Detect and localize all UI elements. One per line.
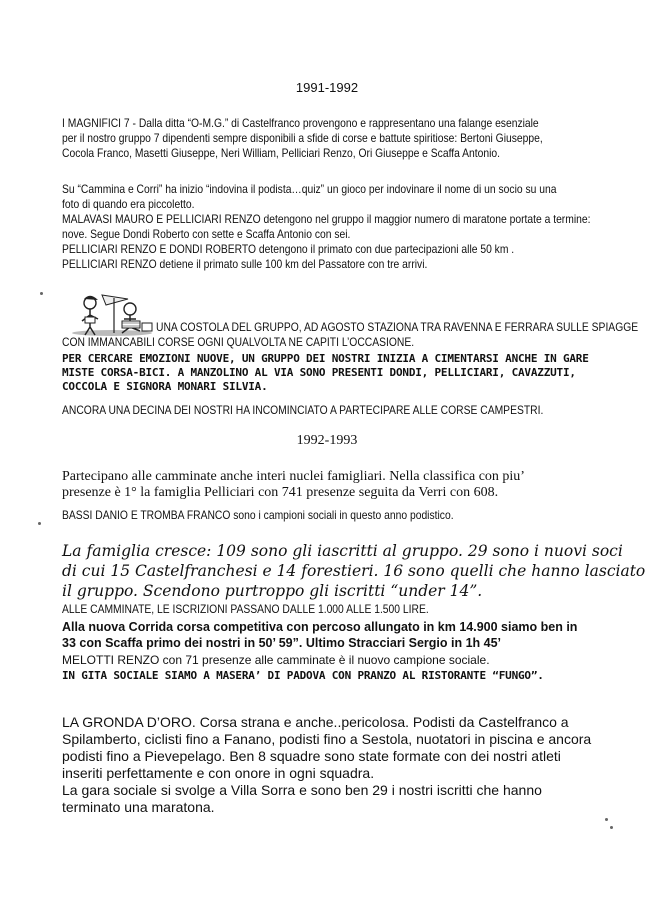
paragraph-magnifici	[62, 116, 642, 161]
text-line: MELOTTI RENZO con 71 presenze alle camminate è il nuovo campione sociale.	[62, 653, 490, 667]
text-line: MISTE CORSA-BICI. A MANZOLINO AL VIA SONO PRESENTI DONDI, PELLICIARI, CAVAZZUTI,	[62, 366, 576, 379]
text-line: PER CERCARE EMOZIONI NUOVE, UN GRUPPO DEI NOSTRI INIZIA A CIMENTARSI ANCHE IN GARE	[62, 352, 589, 365]
paragraph-famiglie	[62, 469, 642, 501]
text-line: La gara sociale si svolge a Villa Sorra e sono ben 29 i nostri iscritti che hanno	[62, 782, 542, 798]
text-line: Alla nuova Corrida corsa competitiva con percoso allungato in km 14.900 siamo ben in	[62, 620, 578, 634]
paragraph-cresce	[62, 541, 646, 601]
paragraph-gita	[62, 669, 642, 683]
paragraph-quiz	[62, 182, 642, 272]
text-line: terminato una maratona.	[62, 799, 215, 815]
text-line: nove. Segue Dondi Roberto con sette e Scaffa Antonio con sei.	[62, 227, 351, 241]
text-line: BASSI DANIO E TROMBA FRANCO sono i campioni sociali in questo anno podistico.	[62, 508, 454, 522]
text-line: Spilamberto, ciclisti fino a Fanano, podisti fino a Sestola, nuotatori in piscina e ancora	[62, 731, 592, 747]
beach-cartoon-icon	[72, 293, 156, 337]
scan-speck	[40, 292, 43, 295]
text-line: Partecipano alle camminate anche interi nuclei famigliari. Nella classifica con piu’	[62, 469, 525, 484]
text-line: UNA COSTOLA DEL GRUPPO, AD AGOSTO STAZIONA TRA RAVENNA E FERRARA SULLE SPIAGGE	[156, 320, 639, 334]
scan-speck	[610, 826, 613, 829]
paragraph-iscrizioni	[62, 602, 642, 617]
scan-speck	[38, 522, 41, 525]
text-line: COCCOLA E SIGNORA MONARI SILVIA.	[62, 380, 268, 393]
paragraph-campestri	[62, 403, 642, 418]
text-line: 33 con Scaffa primo dei nostri in 50’ 59”. Ultimo Stracciari Sergio in 1h 45’	[62, 636, 502, 650]
scan-speck	[605, 818, 608, 821]
text-line: inseriti perfettamente e con onore in ogni squadra.	[62, 765, 375, 781]
text-line: presenze è 1° la famiglia Pelliciari con 741 presenze seguita da Verri con 608.	[62, 485, 499, 500]
text-line: MALAVASI MAURO E PELLICIARI RENZO detengono nel gruppo il maggior numero di maratone portate a termine:	[62, 212, 591, 226]
text-line: il gruppo. Scendono purtroppo gli iscritti “under 14”.	[62, 582, 483, 600]
year-heading-1992: 1992-1993	[296, 433, 358, 448]
text-line: CON IMMANCABILI CORSE OGNI QUALVOLTA NE CAPITI L’OCCASIONE.	[62, 335, 415, 349]
paragraph-melotti	[62, 653, 642, 668]
paragraph-costola-line2	[62, 335, 642, 350]
text-line: podisti fino a Pievepelago. Ben 8 squadre sono state formate con dei nostri atleti	[62, 748, 561, 764]
text-line: La famiglia cresce: 109 sono gli iascritti al gruppo. 29 sono i nuovi soci	[62, 542, 623, 560]
paragraph-costola-line1	[156, 320, 638, 335]
paragraph-campioni	[62, 508, 642, 523]
text-line: LA GRONDA D’ORO. Corsa strana e anche..pericolosa. Podisti da Castelfranco a	[62, 714, 569, 730]
text-line: PELLICIARI RENZO E DONDI ROBERTO detengono il primato con due partecipazioni alle 50 km .	[62, 242, 515, 256]
text-line: PELLICIARI RENZO detiene il primato sulle 100 km del Passatore con tre arrivi.	[62, 257, 428, 271]
text-line: di cui 15 Castelfranchesi e 14 forestieri. 16 sono quelli che hanno lasciato	[62, 562, 646, 580]
text-line: Su “Cammina e Corri” ha inizio “indovina il podista…quiz” un gioco per indovinare il nome di un socio su una	[62, 182, 557, 196]
text-line: per il nostro gruppo 7 dipendenti sempre disponibili a sfide di corse e battute spiritiose: Bertoni Giuseppe,	[62, 131, 543, 145]
paragraph-corrida	[62, 619, 642, 651]
paragraph-emozioni	[62, 352, 642, 394]
year-heading-1991: 1991-1992	[295, 80, 359, 95]
text-line: ALLE CAMMINATE, LE ISCRIZIONI PASSANO DALLE 1.000 ALLE 1.500 LIRE.	[62, 602, 429, 616]
text-line: IN GITA SOCIALE SIAMO A MASERA’ DI PADOVA CON PRANZO AL RISTORANTE “FUNGO”.	[62, 669, 544, 682]
text-line: I MAGNIFICI 7 - Dalla ditta “O-M.G.” di Castelfranco provengono e rappresentano una falange esenziale	[62, 116, 539, 130]
text-line: Cocola Franco, Masetti Giuseppe, Neri William, Pelliciari Renzo, Ori Giuseppe e Scaffa Antonio.	[62, 146, 501, 160]
text-line: ANCORA UNA DECINA DEI NOSTRI HA INCOMINCIATO A PARTECIPARE ALLE CORSE CAMPESTRI.	[62, 403, 544, 417]
paragraph-gronda	[62, 714, 642, 816]
text-line: foto di quando era piccoletto.	[62, 197, 195, 211]
